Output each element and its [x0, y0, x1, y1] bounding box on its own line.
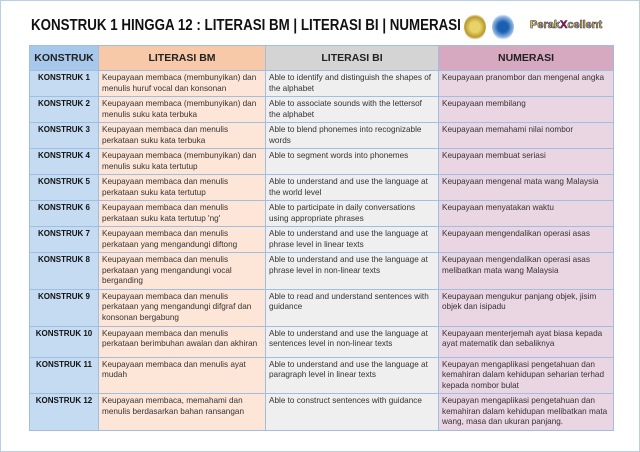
literasi-bm-cell: Keupayaan membaca dan menulis perkataan berimbuhan awalan dan akhiran [99, 326, 266, 357]
header-konstruk: KONSTRUK [30, 46, 99, 71]
page-title: KONSTRUK 1 HINGGA 12 : LITERASI BM | LITERASI BI | NUMERASI [31, 17, 461, 34]
konstruk-cell: KONSTRUK 4 [30, 149, 99, 175]
header-numerasi: NUMERASI [439, 46, 614, 71]
konstruk-cell: KONSTRUK 7 [30, 227, 99, 253]
literasi-bi-cell: Able to participate in daily conversations using appropriate phrases [266, 201, 439, 227]
literasi-bi-cell: Able to blend phonemes into recognizable words [266, 123, 439, 149]
numerasi-cell: Keupayaan membilang [439, 97, 614, 123]
konstruk-cell: KONSTRUK 9 [30, 289, 99, 326]
education-department-logo [492, 14, 514, 40]
konstruk-cell: KONSTRUK 2 [30, 97, 99, 123]
table-row [30, 97, 614, 123]
numerasi-cell: Keupayaan membuat seriasi [439, 149, 614, 175]
literasi-bm-cell: Keupayaan membaca (membunyikan) dan menulis suku kata terbuka [99, 97, 266, 123]
numerasi-cell: Keupayan mengaplikasi pengetahuan dan kemahiran dalam kehidupan melibatkan mata wang, masa dan ukuran panjang. [439, 394, 614, 431]
literasi-bm-cell: Keupayaan membaca dan menulis perkataan yang mengandungi vocal berganding [99, 253, 266, 290]
numerasi-cell: Keupayaan mengendalikan operasi asas melibatkan mata wang Malaysia [439, 253, 614, 290]
table-row [30, 357, 614, 394]
table-row [30, 253, 614, 290]
konstruk-table [29, 45, 614, 431]
konstruk-cell: KONSTRUK 1 [30, 71, 99, 97]
konstruk-cell: KONSTRUK 11 [30, 357, 99, 394]
literasi-bi-cell: Able to identify and distinguish the shapes of the alphabet [266, 71, 439, 97]
table-row [30, 227, 614, 253]
table-row [30, 201, 614, 227]
literasi-bi-cell: Able to understand and use the language at phrase level in non-linear texts [266, 253, 439, 290]
literasi-bm-cell: Keupayaan membaca (membunyikan) dan menulis suku kata tertutup [99, 149, 266, 175]
logo-text: Perak [530, 19, 560, 31]
numerasi-cell: Keupayaan menterjemah ayat biasa kepada ayat matematik dan sebaliknya [439, 326, 614, 357]
literasi-bi-cell: Able to understand and use the language at phrase level in linear texts [266, 227, 439, 253]
numerasi-cell: Keupayaan mengenal mata wang Malaysia [439, 175, 614, 201]
numerasi-cell: Keupayaan mengukur panjang objek, jisim objek dan isipadu [439, 289, 614, 326]
literasi-bi-cell: Able to associate sounds with the lettersof the alphabet [266, 97, 439, 123]
literasi-bm-cell: Keupayaan membaca dan menulis perkataan suku kata tertutup [99, 175, 266, 201]
literasi-bi-cell: Able to understand and use the language at sentences level in non-linear texts [266, 326, 439, 357]
literasi-bm-cell: Keupayaan membaca dan menulis perkataan suku kata tertutup 'ng' [99, 201, 266, 227]
literasi-bi-cell: Able to read and understand sentences with guidance [266, 289, 439, 326]
table-row [30, 394, 614, 431]
table-row [30, 289, 614, 326]
numerasi-cell: Keupayaan pranombor dan mengenal angka [439, 71, 614, 97]
literasi-bm-cell: Keupayaan membaca dan menulis ayat mudah [99, 357, 266, 394]
table-row [30, 326, 614, 357]
numerasi-cell: Keupayaan menyatakan waktu [439, 201, 614, 227]
literasi-bm-cell: Keupayaan membaca dan menulis perkataan suku kata terbuka [99, 123, 266, 149]
table-row [30, 175, 614, 201]
state-crest-logo [464, 14, 486, 40]
numerasi-cell: Keupayan mengaplikasi pengetahuan dan kemahiran dalam kehidupan seharian terhad kepada nombor bulat [439, 357, 614, 394]
konstruk-cell: KONSTRUK 6 [30, 201, 99, 227]
header-row [30, 46, 614, 71]
literasi-bm-cell: Keupayaan membaca (membunyikan) dan menulis huruf vocal dan konsonan [99, 71, 266, 97]
literasi-bi-cell: Able to understand and use the language at paragraph level in linear texts [266, 357, 439, 394]
logo-text: cellent [567, 19, 603, 31]
literasi-bm-cell: Keupayaan membaca dan menulis perkataan yang mengandungi diftong [99, 227, 266, 253]
table-row [30, 149, 614, 175]
literasi-bi-cell: Able to construct sentences with guidance [266, 394, 439, 431]
literasi-bi-cell: Able to segment words into phonemes [266, 149, 439, 175]
table-row [30, 71, 614, 97]
table-row [30, 123, 614, 149]
header-literasi-bi: LITERASI BI [266, 46, 439, 71]
logo-text: X [559, 19, 568, 31]
numerasi-cell: Keupayaan memahami nilai nombor [439, 123, 614, 149]
konstruk-cell: KONSTRUK 12 [30, 394, 99, 431]
konstruk-cell: KONSTRUK 3 [30, 123, 99, 149]
literasi-bm-cell: Keupayaan membaca, memahami dan menulis berdasarkan bahan ransangan [99, 394, 266, 431]
konstruk-cell: KONSTRUK 8 [30, 253, 99, 290]
numerasi-cell: Keupayaan mengendalikan operasi asas [439, 227, 614, 253]
literasi-bi-cell: Able to understand and use the language at the world level [266, 175, 439, 201]
konstruk-cell: KONSTRUK 10 [30, 326, 99, 357]
perak-excellent-logo [530, 19, 602, 31]
konstruk-cell: KONSTRUK 5 [30, 175, 99, 201]
literasi-bm-cell: Keupayaan membaca dan menulis perkataan yang mengandungi difgraf dan konsonan bergabung [99, 289, 266, 326]
header-literasi-bm: LITERASI BM [99, 46, 266, 71]
